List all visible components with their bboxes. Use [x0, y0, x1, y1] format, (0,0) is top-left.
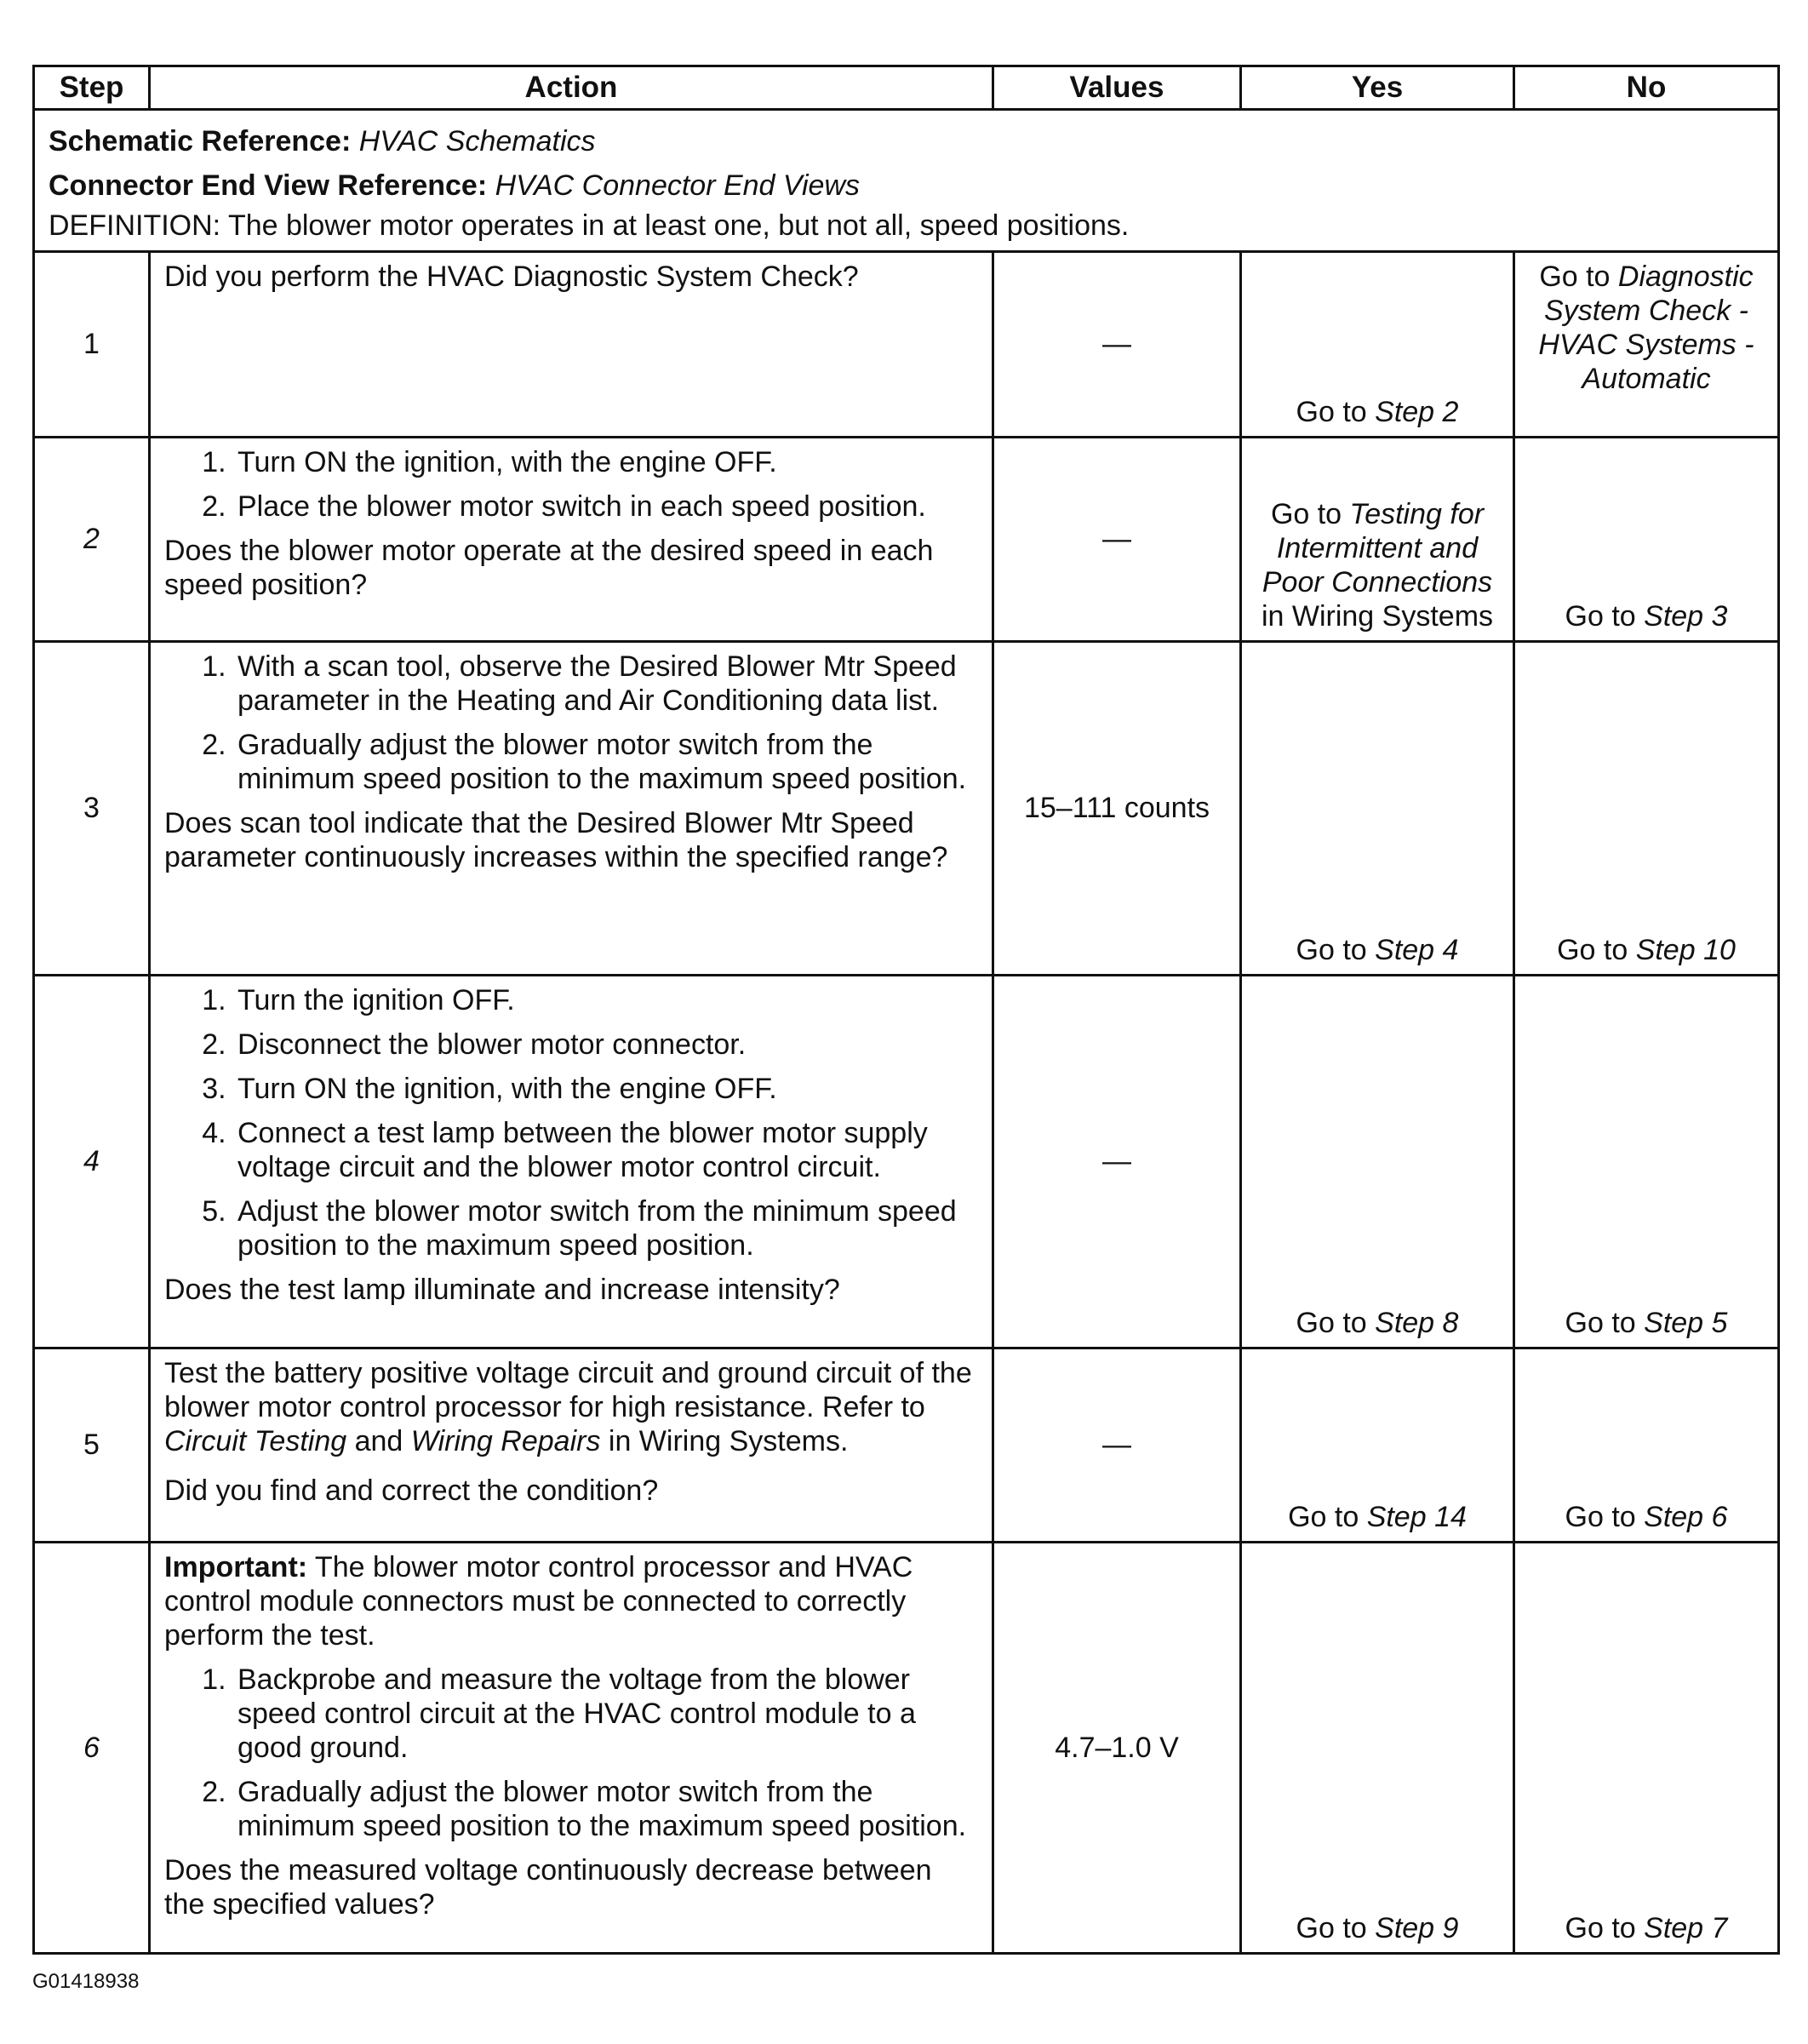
step-number: 5 — [34, 1348, 150, 1543]
yes-cell — [1241, 438, 1514, 642]
no-link[interactable]: Step 6 — [1644, 1501, 1728, 1533]
header-row — [34, 66, 1779, 110]
definition-text: DEFINITION: The blower motor operates in at least one, but not all, speed positions. — [49, 209, 1130, 242]
wiring-repairs-link[interactable]: Wiring Repairs — [410, 1425, 601, 1457]
table-row — [34, 976, 1779, 1348]
value-cell: — — [993, 438, 1241, 642]
action-step: 2. Gradually adjust the blower motor switch from the minimum speed position to the maximum speed position. — [234, 728, 980, 796]
action-step: 3. Turn ON the ignition, with the engine OFF. — [234, 1072, 980, 1106]
yes-link[interactable]: Step 4 — [1375, 934, 1459, 966]
no-prefix: Go to — [1539, 261, 1618, 293]
yes-prefix: Go to — [1296, 396, 1376, 428]
action-cell — [150, 1348, 993, 1543]
no-cell — [1514, 1543, 1779, 1954]
action-cell — [150, 976, 993, 1348]
no-link[interactable]: Step 10 — [1635, 934, 1736, 966]
yes-cell — [1241, 1543, 1514, 1954]
action-step: 5. Adjust the blower motor switch from the minimum speed position to the maximum speed position. — [234, 1194, 980, 1262]
table-row — [34, 252, 1779, 438]
yes-prefix: Go to — [1296, 934, 1376, 966]
step-number: 6 — [34, 1543, 150, 1954]
action-step: 1. Backprobe and measure the voltage from the blower speed control circuit at the HVAC control module to a good ground. — [234, 1663, 980, 1765]
no-cell — [1514, 252, 1779, 438]
yes-prefix: Go to — [1270, 498, 1350, 530]
action-step: 1. Turn ON the ignition, with the engine OFF. — [234, 445, 980, 479]
yes-suffix: in Wiring Systems — [1261, 600, 1494, 633]
yes-cell — [1241, 976, 1514, 1348]
yes-cell — [1241, 1348, 1514, 1543]
action-steps — [164, 983, 980, 1262]
step-number: 4 — [34, 976, 150, 1348]
header-values: Values — [993, 66, 1241, 110]
step-number: 2 — [34, 438, 150, 642]
action-step: 1. Turn the ignition OFF. — [234, 983, 980, 1017]
important-note — [164, 1550, 980, 1652]
diagnostic-table — [32, 65, 1780, 1955]
no-cell — [1514, 1348, 1779, 1543]
header-step: Step — [34, 66, 150, 110]
action-text: and — [346, 1425, 411, 1457]
reference-row — [34, 110, 1779, 252]
table-row — [34, 1543, 1779, 1954]
action-steps — [164, 650, 980, 796]
yes-prefix: Go to — [1288, 1501, 1367, 1533]
action-step: 2. Place the blower motor switch in each speed position. — [234, 490, 980, 524]
action-question: Does scan tool indicate that the Desired Blower Mtr Speed parameter continuously increases within the specified range? — [164, 807, 948, 873]
yes-cell — [1241, 642, 1514, 976]
action-question: Does the blower motor operate at the desired speed in each speed position? — [164, 535, 934, 601]
yes-prefix: Go to — [1296, 1912, 1376, 1944]
schematic-label: Schematic Reference: — [49, 125, 352, 157]
table-row — [34, 642, 1779, 976]
important-text: The blower motor control processor and HVAC control module connectors must be connected to correctly perform the test. — [164, 1551, 913, 1652]
yes-link[interactable]: Step 9 — [1375, 1912, 1459, 1944]
figure-id: G01418938 — [32, 1970, 140, 1993]
action-steps — [164, 1663, 980, 1843]
no-link[interactable]: Step 5 — [1644, 1307, 1728, 1339]
action-cell — [150, 642, 993, 976]
connector-reference — [49, 163, 1764, 208]
header-no: No — [1514, 66, 1779, 110]
no-prefix: Go to — [1565, 600, 1645, 633]
header-yes: Yes — [1241, 66, 1514, 110]
value-cell: — — [993, 976, 1241, 1348]
no-link[interactable]: Step 7 — [1644, 1912, 1728, 1944]
yes-link[interactable]: Step 2 — [1375, 396, 1459, 428]
important-label: Important: — [164, 1551, 308, 1583]
action-question: Did you find and correct the condition? — [164, 1474, 659, 1507]
step-number: 1 — [34, 252, 150, 438]
yes-prefix: Go to — [1296, 1307, 1376, 1339]
action-cell — [150, 438, 993, 642]
circuit-testing-link[interactable]: Circuit Testing — [164, 1425, 347, 1457]
connector-link[interactable]: HVAC Connector End Views — [495, 169, 860, 202]
action-steps — [164, 445, 980, 524]
step-number: 3 — [34, 642, 150, 976]
connector-label: Connector End View Reference: — [49, 169, 488, 202]
action-step: 4. Connect a test lamp between the blower motor supply voltage circuit and the blower motor control circuit. — [234, 1116, 980, 1184]
action-step: 2. Disconnect the blower motor connector. — [234, 1028, 980, 1062]
value-cell: — — [993, 1348, 1241, 1543]
action-question: Does the measured voltage continuously decrease between the specified values? — [164, 1854, 932, 1921]
yes-link[interactable]: Testing for Intermittent and Poor Connections — [1262, 498, 1493, 598]
yes-link[interactable]: Step 8 — [1375, 1307, 1459, 1339]
action-step: 2. Gradually adjust the blower motor switch from the minimum speed position to the maximum speed position. — [234, 1775, 980, 1843]
header-action: Action — [150, 66, 993, 110]
action-question: Did you perform the HVAC Diagnostic System Check? — [164, 261, 859, 293]
action-question: Does the test lamp illuminate and increase intensity? — [164, 1274, 840, 1306]
no-link[interactable]: Diagnostic System Check - HVAC Systems - Automatic — [1538, 261, 1754, 395]
no-cell — [1514, 976, 1779, 1348]
no-prefix: Go to — [1565, 1501, 1645, 1533]
value-cell: 4.7–1.0 V — [993, 1543, 1241, 1954]
no-prefix: Go to — [1565, 1912, 1645, 1944]
yes-cell — [1241, 252, 1514, 438]
value-cell: — — [993, 252, 1241, 438]
schematic-reference — [49, 119, 1764, 163]
action-cell — [150, 252, 993, 438]
no-prefix: Go to — [1557, 934, 1636, 966]
table-row — [34, 1348, 1779, 1543]
action-step: 1. With a scan tool, observe the Desired Blower Mtr Speed parameter in the Heating and Air Conditioning data list. — [234, 650, 980, 718]
action-text: in Wiring Systems. — [600, 1425, 849, 1457]
table-row — [34, 438, 1779, 642]
reference-cell — [34, 110, 1779, 252]
value-cell: 15–111 counts — [993, 642, 1241, 976]
no-prefix: Go to — [1565, 1307, 1645, 1339]
schematic-link[interactable]: HVAC Schematics — [358, 125, 596, 157]
action-instruction — [164, 1356, 980, 1458]
no-cell — [1514, 642, 1779, 976]
action-cell — [150, 1543, 993, 1954]
action-text: Test the battery positive voltage circuit and ground circuit of the blower motor control processor for high resistance. Refer to — [164, 1357, 972, 1423]
yes-link[interactable]: Step 14 — [1366, 1501, 1467, 1533]
no-cell — [1514, 438, 1779, 642]
no-link[interactable]: Step 3 — [1644, 600, 1728, 633]
